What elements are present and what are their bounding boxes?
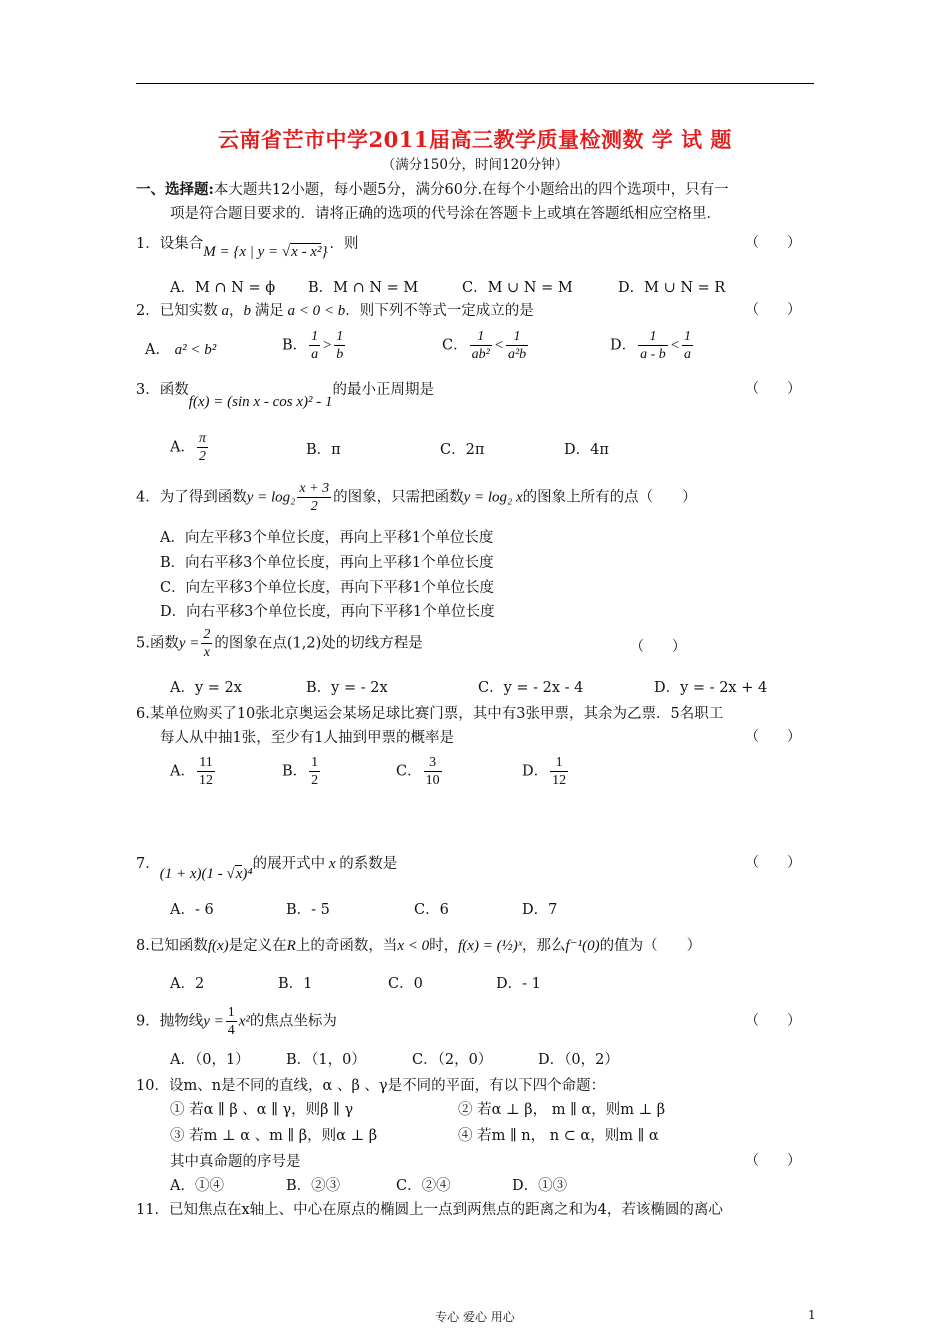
question-1: 1．设集合M = {x | y = √x - x²} ．则 bbox=[136, 236, 359, 260]
q10-prompt: 其中真命题的序号是 bbox=[170, 1154, 301, 1170]
question-9: 9．抛物线y = $\frac{1}{4}$ x²的焦点坐标为 bbox=[136, 1005, 337, 1038]
answer-paren-1: （ ） bbox=[745, 235, 801, 251]
answer-paren-6: （ ） bbox=[745, 729, 801, 745]
q9-option-c: C．（2，0） bbox=[412, 1052, 493, 1068]
q10-option-c: C．②④ bbox=[396, 1178, 451, 1194]
answer-paren-5: （ ） bbox=[630, 639, 686, 655]
question-3: 3．函数f(x) = (sin x - cos x)² - 1的最小正周期是 bbox=[136, 382, 434, 410]
page-subtitle: （满分150分，时间120分钟） bbox=[381, 157, 569, 173]
q9-option-a: A．（0，1） bbox=[170, 1052, 250, 1068]
q2-option-b: B． $\frac{1}{a}$ > $\frac{1}{b}$ bbox=[282, 329, 344, 362]
question-10: 10．设m、n是不同的直线，α 、β 、γ是不同的平面，有以下四个命题： bbox=[136, 1078, 606, 1094]
q2-option-c: C． $\frac{1}{\text{ab²}}$ < $\frac{1}{\text{a²b}}$ bbox=[442, 329, 527, 362]
q10-option-a: A．①④ bbox=[170, 1178, 224, 1194]
answer-paren-2: （ ） bbox=[745, 302, 801, 318]
q9-option-b: B．（1，0） bbox=[286, 1052, 366, 1068]
question-7: 7．(1 + x)(1 - √x)⁴的展开式中 x 的系数是 bbox=[136, 856, 398, 882]
q5-option-a: A．y = 2x bbox=[170, 680, 242, 696]
question-2: 2．已知实数 a，b 满足 a < 0 < b．则下列不等式一定成立的是 bbox=[136, 303, 534, 319]
section-intro bbox=[136, 178, 729, 199]
page-title: 云南省芒市中学2011届高三教学质量检测数 学 试 题 bbox=[218, 127, 732, 152]
q4-option-d: D．向右平移3个单位长度，再向下平移1个单位长度 bbox=[160, 604, 495, 620]
q6-option-d: D． $\frac{1}{12}$ bbox=[522, 755, 567, 788]
q8-option-c: C．0 bbox=[388, 976, 423, 992]
q8-option-b: B．1 bbox=[278, 976, 313, 992]
question-11: 11．已知焦点在x轴上、中心在原点的椭圆上一点到两焦点的距离之和为4，若该椭圆的离心 bbox=[136, 1202, 723, 1218]
q8-option-a: A．2 bbox=[170, 976, 205, 992]
section-heading: 一、选择题: bbox=[136, 181, 214, 198]
q6-option-a: A． $\frac{11}{12}$ bbox=[170, 755, 213, 788]
section-desc-1: 本大题共12小题，每小题5分，满分60分.在每个小题给出的四个选项中，只有一 bbox=[213, 182, 729, 198]
q1-option-c: C．M ∪ N = M bbox=[462, 280, 573, 296]
q3-option-c: C．2π bbox=[440, 442, 485, 458]
answer-paren-7: （ ） bbox=[745, 855, 801, 871]
question-5: 5.函数y = $\frac{2}{x}$ 的图象在点(1,2)处的切线方程是 bbox=[136, 627, 423, 660]
question-4: 4．为了得到函数y = log₂ $\frac{x + 3}{2}$ 的图象，只需把函数y = log₂ x的图象上所有的点（ ） bbox=[136, 481, 697, 514]
q2-option-d: D． $\frac{1}{a - b}$ < $\frac{1}{a}$ bbox=[610, 329, 691, 362]
q6-option-b: B． $\frac{1}{2}$ bbox=[282, 755, 319, 788]
q2-option-a: A． a² < b² bbox=[145, 342, 217, 358]
header-rule bbox=[136, 83, 814, 84]
answer-paren-3: （ ） bbox=[745, 381, 801, 397]
q1-option-a: A．M ∩ N = ϕ bbox=[170, 280, 276, 296]
q10-proposition-2: ② 若α ⊥ β， m ∥ α，则m ⊥ β bbox=[458, 1102, 666, 1118]
page-number: 1 bbox=[808, 1308, 816, 1322]
q5-option-d: D．y = - 2x + 4 bbox=[654, 680, 768, 696]
q10-proposition-4: ④ 若m ∥ n， n ⊂ α，则m ∥ α bbox=[458, 1128, 659, 1144]
q10-proposition-3: ③ 若m ⊥ α 、m ∥ β，则α ⊥ β bbox=[170, 1128, 378, 1144]
q1-option-d: D．M ∪ N = R bbox=[618, 280, 726, 296]
answer-paren-9: （ ） bbox=[745, 1013, 801, 1029]
q4-option-b: B．向右平移3个单位长度，再向上平移1个单位长度 bbox=[160, 555, 494, 571]
answer-paren-10: （ ） bbox=[745, 1153, 801, 1169]
q4-option-c: C．向左平移3个单位长度，再向下平移1个单位长度 bbox=[160, 580, 495, 596]
q10-proposition-1: ① 若α ∥ β 、α ∥ γ，则β ∥ γ bbox=[170, 1102, 354, 1118]
q9-option-d: D．（0，2） bbox=[538, 1052, 619, 1068]
section-desc-2: 项是符合题目要求的．请将正确的选项的代号涂在答题卡上或填在答题纸相应空格里． bbox=[170, 206, 721, 222]
question-6-line1: 6.某单位购买了10张北京奥运会某场足球比赛门票，其中有3张甲票，其余为乙票．5名职工 bbox=[136, 706, 724, 722]
q7-option-b: B．- 5 bbox=[286, 902, 330, 918]
q4-option-a: A．向左平移3个单位长度，再向上平移1个单位长度 bbox=[160, 530, 494, 546]
q5-option-c: C．y = - 2x - 4 bbox=[478, 680, 584, 696]
q1-option-b: B．M ∩ N = M bbox=[308, 280, 419, 296]
q10-option-d: D．①③ bbox=[512, 1178, 568, 1194]
q7-option-d: D．7 bbox=[522, 902, 558, 918]
q6-option-c: C． $\frac{3}{10}$ bbox=[396, 755, 440, 788]
footer-slogan: 专心 爱心 用心 bbox=[435, 1310, 515, 1324]
question-6-line2: 每人从中抽1张，至少有1人抽到甲票的概率是 bbox=[160, 730, 454, 746]
q8-option-d: D．- 1 bbox=[496, 976, 541, 992]
q3-option-a: A． $\frac{\pi}{2}$ bbox=[170, 431, 206, 464]
q10-option-b: B．②③ bbox=[286, 1178, 341, 1194]
q5-option-b: B．y = - 2x bbox=[306, 680, 388, 696]
q7-option-c: C．6 bbox=[414, 902, 449, 918]
q3-option-d: D．4π bbox=[564, 442, 609, 458]
q3-option-b: B．π bbox=[306, 442, 341, 458]
q7-option-a: A．- 6 bbox=[170, 902, 214, 918]
question-8: 8.已知函数f(x)是定义在R上的奇函数，当x < 0时，f(x) = (½)ˣ，那么f⁻¹(0)的值为（ ） bbox=[136, 938, 702, 954]
